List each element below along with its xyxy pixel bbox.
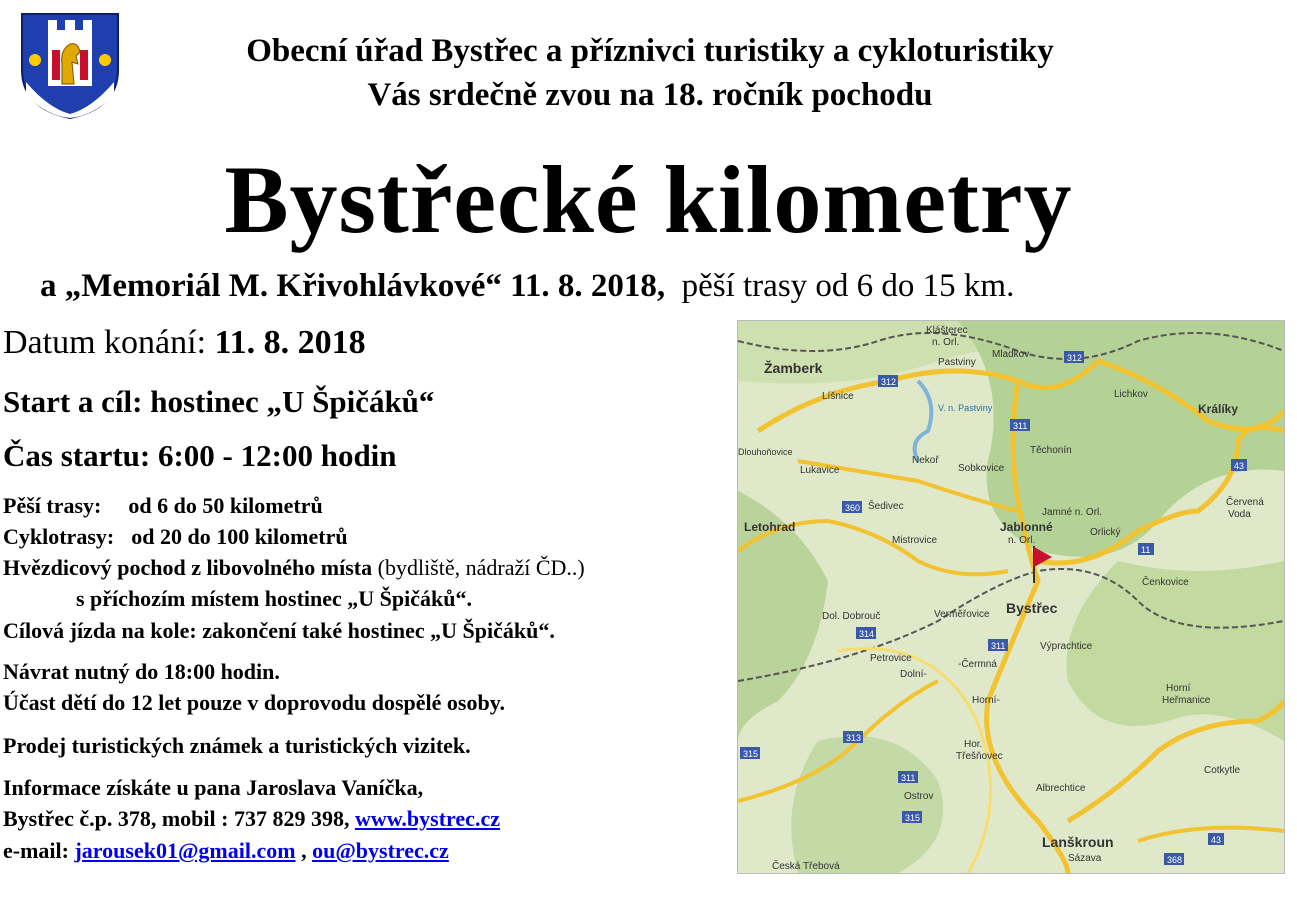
map-label-horni-2: Horní	[1166, 683, 1191, 694]
map-label-pastviny: Pastviny	[938, 357, 976, 368]
map-label-dolni: Dolní-	[900, 669, 927, 680]
contact-address-phone: Bystřec č.p. 378, mobil : 737 829 398,	[3, 806, 350, 831]
svg-text:312: 312	[881, 377, 897, 387]
date-value: 11. 8. 2018	[214, 324, 366, 361]
svg-text:43: 43	[1234, 461, 1245, 471]
map-label-vyprachtice: Výprachtice	[1040, 641, 1093, 652]
map-label-sazava: Sázava	[1068, 853, 1102, 864]
svg-text:315: 315	[905, 813, 921, 823]
event-title: Bystřecké kilometry	[224, 146, 1073, 253]
cycling-routes	[3, 524, 348, 550]
star-march	[3, 555, 585, 581]
cycling-value: od 20 do 100 kilometrů	[131, 524, 348, 549]
map-label-jablonne-2: n. Orl.	[1008, 535, 1036, 546]
map-label-klasterec-2: n. Orl.	[932, 337, 960, 348]
map-label-mistrovice: Mistrovice	[892, 535, 938, 546]
map-label-letohrad: Letohrad	[744, 520, 796, 534]
target-ride: Cílová jízda na kole: zakončení také hostinec „U Špičáků“.	[3, 618, 555, 643]
svg-text:313: 313	[846, 733, 862, 743]
map-label-sobkovice: Sobkovice	[958, 463, 1005, 474]
email-link-2[interactable]: ou@bystrec.cz	[312, 838, 449, 863]
header-line-1: Obecní úřad Bystřec a příznivci turistiky a cykloturistiky	[246, 33, 1054, 69]
star-march-text: Hvězdicový pochod z libovolného místa	[3, 555, 373, 580]
map-label-lanskroun: Lanškroun	[1042, 834, 1114, 850]
map-label-hor: Hor.	[964, 739, 983, 750]
hiking-routes	[3, 493, 323, 519]
website-link[interactable]: www.bystrec.cz	[354, 806, 500, 831]
map-label-cenkovice: Čenkovice	[1142, 577, 1189, 588]
map-label-horni: Horní-	[972, 695, 1000, 706]
svg-text:11: 11	[1141, 545, 1151, 555]
children-notice: Účast dětí do 12 let pouze v doprovodu dospělé osoby.	[3, 690, 505, 715]
contact-line	[3, 806, 500, 832]
cycling-label: Cyklotrasy:	[3, 524, 115, 549]
coat-of-arms-icon	[18, 12, 122, 120]
svg-text:311: 311	[1013, 421, 1028, 431]
map-label-nekor: Nekoř	[912, 455, 939, 466]
email-label: e-mail:	[3, 838, 69, 863]
svg-text:311: 311	[991, 641, 1006, 651]
map-label-orlicky: Orlický	[1090, 527, 1121, 538]
start-time: Čas startu: 6:00 - 12:00 hodin	[3, 438, 397, 473]
svg-text:315: 315	[743, 749, 759, 759]
map-label-kraliky: Králíky	[1198, 402, 1239, 416]
map-label-dlouhonovice: Dlouhoňovice	[738, 447, 793, 457]
map-label-vermerovice: Verměřovice	[934, 609, 990, 620]
map-label-ceska-trebova: Česká Třebová	[772, 861, 840, 872]
email-line	[3, 838, 449, 864]
map-label-klasterec: Klášterec	[926, 325, 968, 336]
email-separator: ,	[301, 838, 307, 863]
map-label-lichkov: Lichkov	[1114, 389, 1148, 400]
map-label-bystrec: Bystřec	[1006, 600, 1058, 616]
svg-text:312: 312	[1067, 353, 1083, 363]
star-march-note: (bydliště, nádraží ČD..)	[377, 555, 585, 580]
map-label-reservoir: V. n. Pastviny	[938, 403, 993, 413]
header-line-2: Vás srdečně zvou na 18. ročník pochodu	[367, 77, 933, 113]
svg-text:368: 368	[1167, 855, 1183, 865]
svg-text:311: 311	[901, 773, 916, 783]
map-label-albrechtice: Albrechtice	[1036, 783, 1086, 794]
info-contact: Informace získáte u pana Jaroslava Vaníčka,	[3, 775, 424, 800]
hiking-value: od 6 do 50 kilometrů	[128, 493, 323, 518]
svg-text:314: 314	[859, 629, 875, 639]
map-label-hermanice: Heřmanice	[1162, 695, 1211, 706]
map-label-techonin: Těchonín	[1030, 445, 1072, 456]
event-subtitle	[40, 268, 1014, 305]
map-label-jamne: Jamné n. Orl.	[1042, 507, 1103, 518]
email-link-1[interactable]: jarousek01@gmail.com	[74, 838, 296, 863]
return-time: Návrat nutný do 18:00 hodin.	[3, 659, 280, 684]
map-label-cermna: -Čermná	[958, 659, 997, 670]
map-label-cotkytle: Cotkytle	[1204, 765, 1241, 776]
map-label-dobrouc: Dol. Dobrouč	[822, 611, 881, 622]
map-label-tresnovec: Třešňovec	[956, 751, 1003, 762]
hiking-label: Pěší trasy:	[3, 493, 102, 518]
map-label-voda: Voda	[1228, 509, 1251, 520]
start-location: Start a cíl: hostinec „U Špičáků“	[3, 384, 435, 419]
map-label-sedivec: Šedivec	[868, 501, 904, 512]
map-label-lukavice: Lukavice	[800, 465, 840, 476]
subtitle-routes: pěší trasy od 6 do 15 km.	[681, 268, 1015, 304]
star-march-destination: s příchozím místem hostinec „U Špičáků“.	[76, 586, 472, 611]
svg-text:43: 43	[1211, 835, 1222, 845]
map-label-ostrov: Ostrov	[904, 791, 934, 802]
map-label-mladkov: Mladkov	[992, 349, 1030, 360]
event-date	[3, 324, 366, 362]
route-map	[737, 320, 1285, 874]
svg-text:360: 360	[845, 503, 861, 513]
map-label-petrovice: Petrovice	[870, 653, 912, 664]
map-label-lisnice: Líšnice	[822, 391, 854, 402]
map-label-jablonne: Jablonné	[1000, 520, 1053, 534]
date-label: Datum konání:	[3, 324, 207, 361]
map-label-cervena: Červená	[1226, 497, 1264, 508]
map-label-zamberk: Žamberk	[764, 360, 823, 376]
subtitle-memorial: a „Memoriál M. Křivohlávkové“ 11. 8. 2018,	[40, 268, 666, 304]
stamps-sale: Prodej turistických známek a turistických vizitek.	[3, 733, 471, 758]
